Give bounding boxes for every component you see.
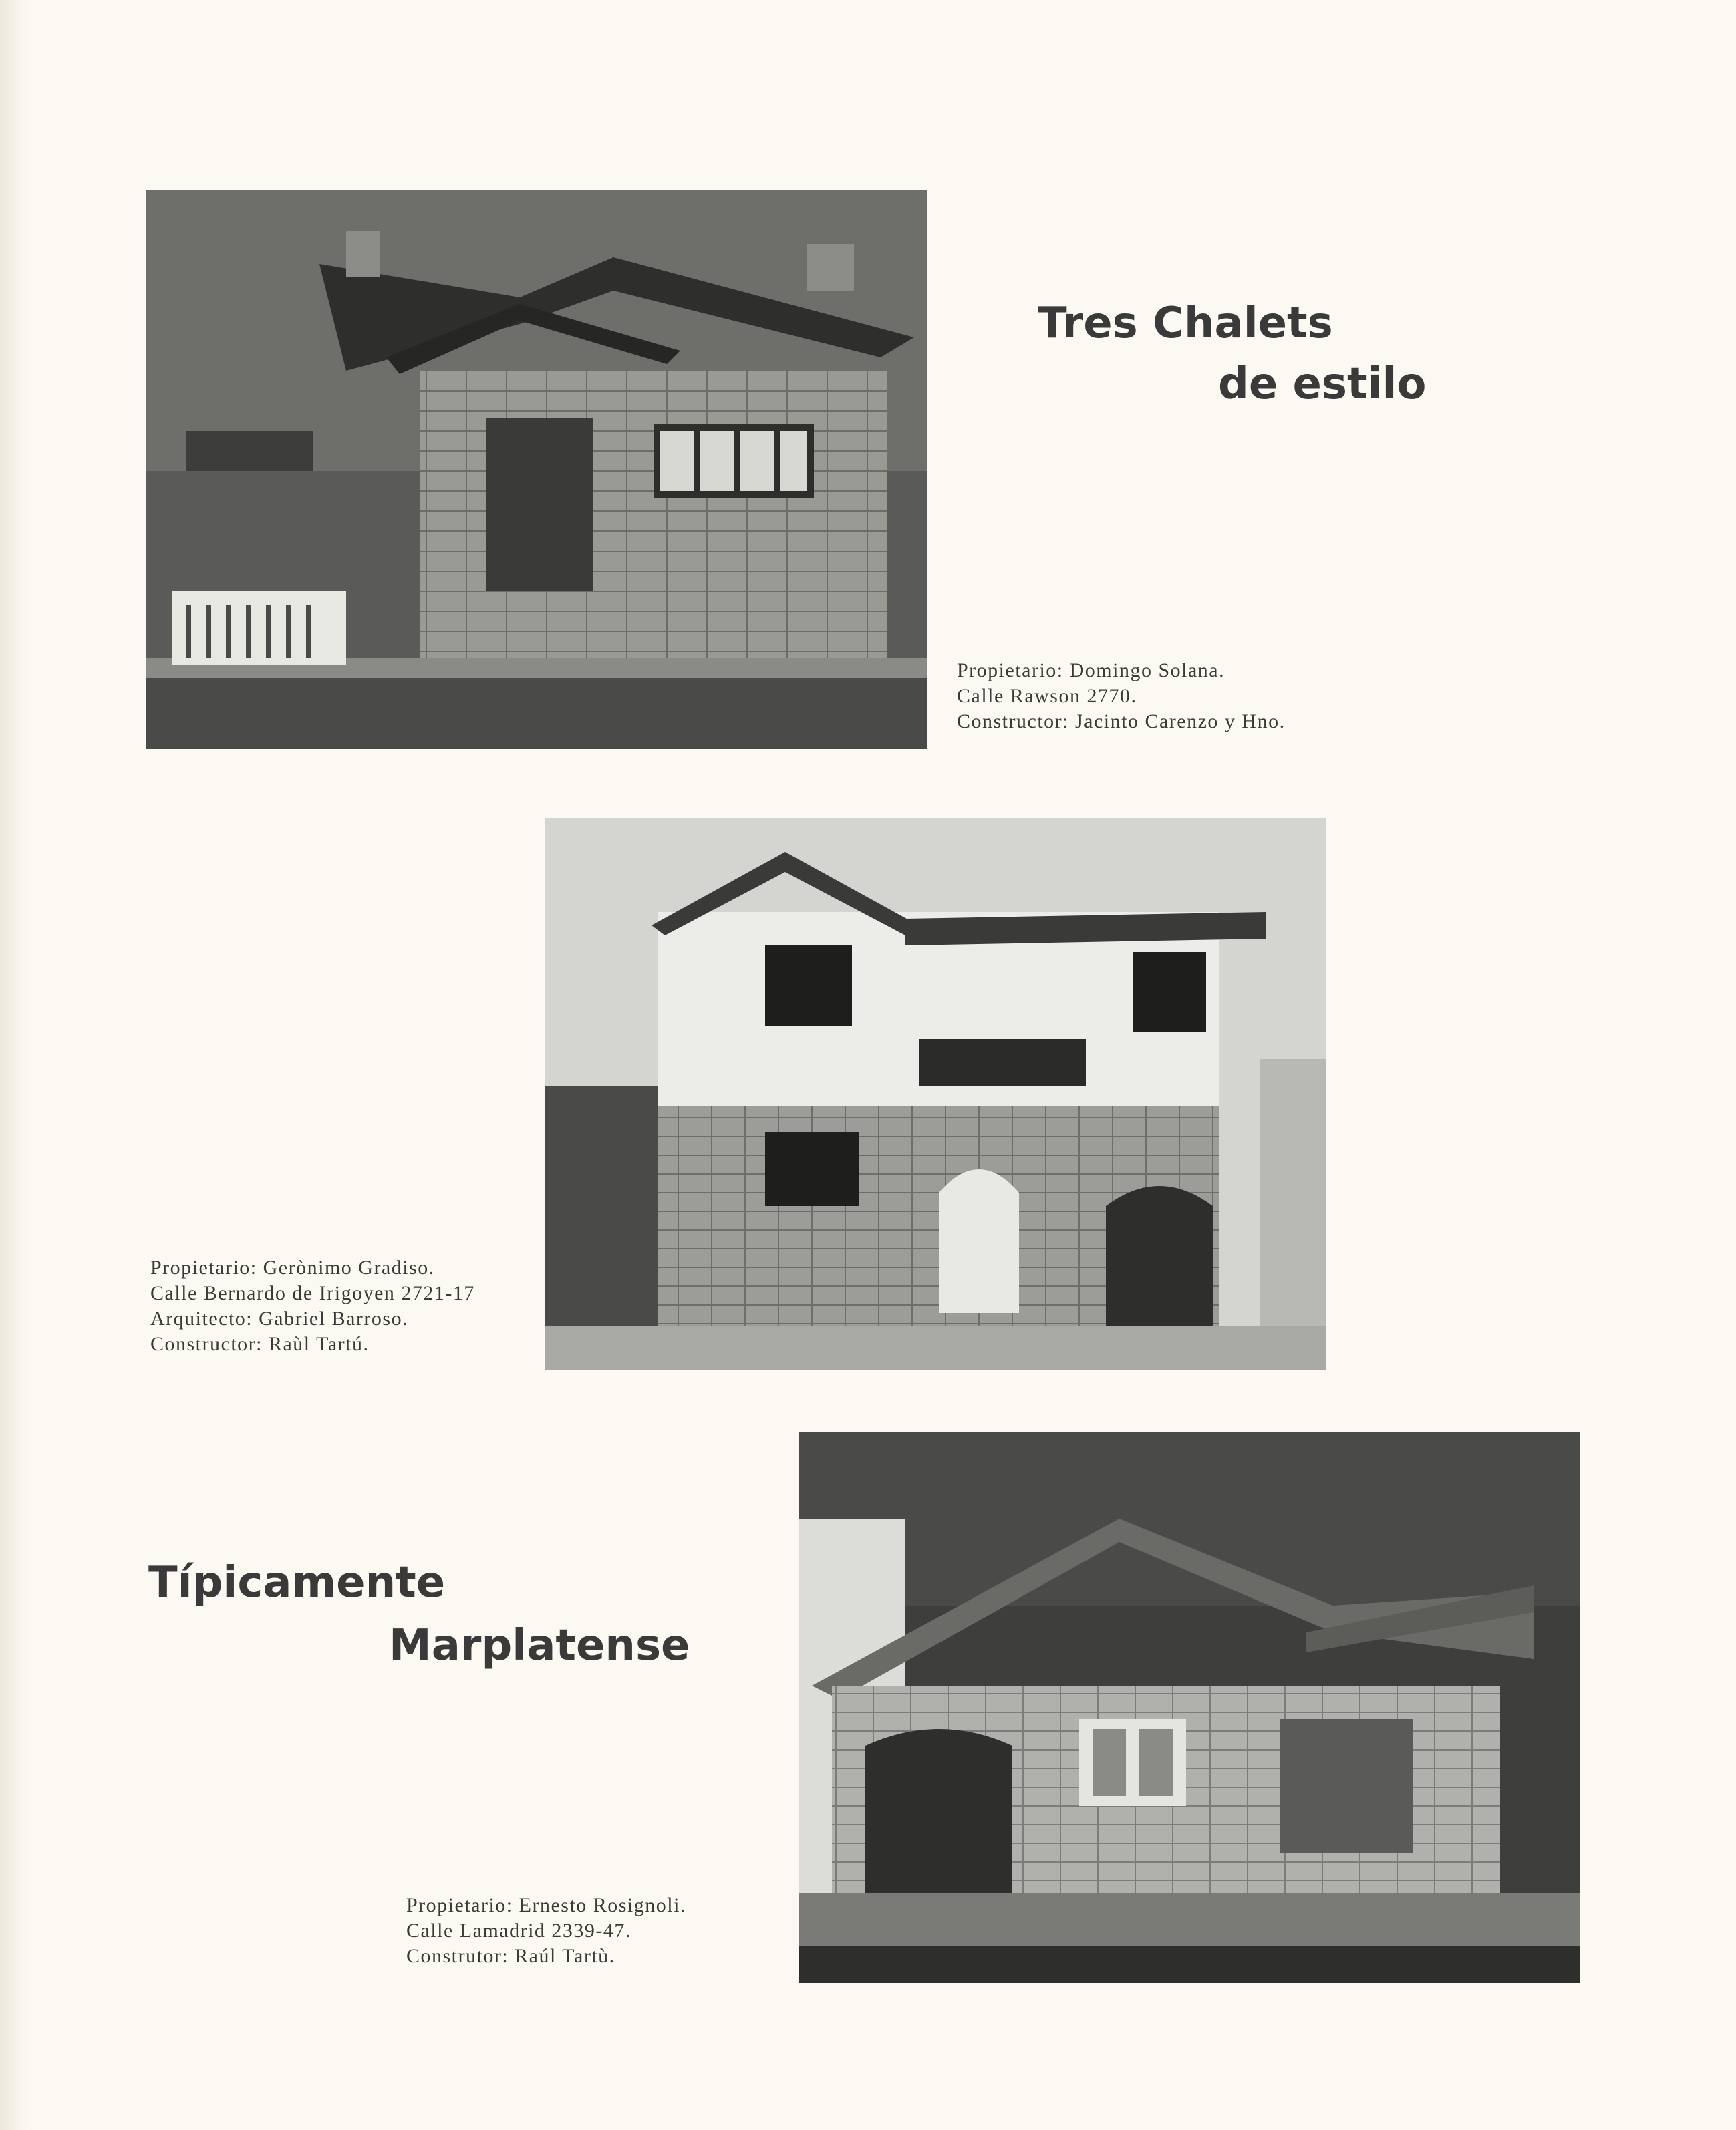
section-title-line2: Marplatense (389, 1621, 690, 1670)
caption-line: Calle Rawson 2770. (957, 685, 1137, 707)
caption-line: Arquitecto: Gabriel Barroso. (150, 1308, 409, 1330)
caption-line: Calle Bernardo de Irigoyen 2721-17 (150, 1282, 475, 1304)
caption-line: Construtor: Raúl Tartù. (406, 1945, 615, 1967)
caption-line: Constructor: Raùl Tartú. (150, 1333, 370, 1355)
caption-gradiso (150, 1255, 475, 1357)
caption-solana (957, 658, 1286, 734)
caption-line: Propietario: Gerònimo Gradiso. (150, 1257, 435, 1279)
caption-line: Constructor: Jacinto Carenzo y Hno. (957, 710, 1286, 732)
page-edge (0, 0, 27, 2130)
section-title-line1: Tres Chalets (1038, 299, 1333, 348)
caption-line: Propietario: Domingo Solana. (957, 659, 1225, 681)
section-title-line2: de estilo (1218, 359, 1427, 409)
chalet-photo-solana (146, 190, 927, 749)
caption-line: Propietario: Ernesto Rosignoli. (406, 1894, 686, 1916)
section-title-line1: Típicamente (148, 1558, 446, 1608)
caption-rosignoli (406, 1893, 686, 1969)
chalet-photo-rosignoli (799, 1432, 1580, 1983)
caption-line: Calle Lamadrid 2339-47. (406, 1920, 631, 1942)
chalet-photo-gradiso (545, 818, 1326, 1370)
